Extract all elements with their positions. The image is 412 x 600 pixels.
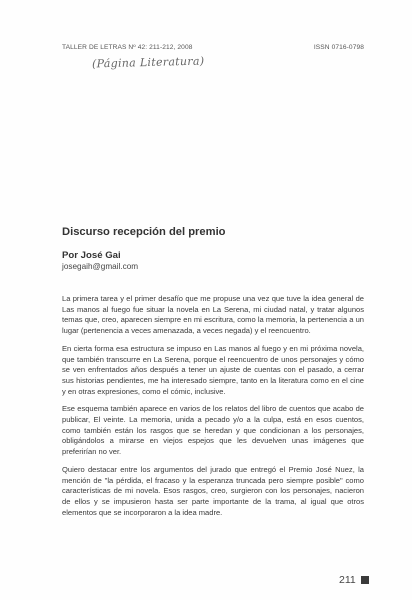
- page-number: 211: [339, 574, 356, 586]
- article-author: Por José Gai: [62, 250, 121, 261]
- paragraph-1: La primera tarea y el primer desafío que me propuse una vez que tuve la idea general de Las manos al fuego fue situar la novela en La Serena, mi ciudad natal, y tratar algunos temas que, creo, aparecen siempre en mi escritura, como la memoria, la pertenencia a un lugar (pertenencia a veces amenazada, a veces negada) y el reencuentro.: [62, 294, 364, 336]
- author-email: josegaih@gmail.com: [62, 262, 139, 271]
- paragraph-3: Ese esquema también aparece en varios de los relatos del libro de cuentos que acabo de publicar, El veinte. La memoria, unida a pecado y/o a la culpa, está en esos cuentos, como también están los rasgos que se heredan y que condicionan a los personajes, obligándolos a mirarse en viejos espejos que les devuelven unas imágenes que preferirían no ver.: [62, 404, 364, 457]
- article-body: [62, 294, 364, 525]
- journal-reference: TALLER DE LETRAS Nº 42: 211-212, 2008: [62, 44, 193, 51]
- paragraph-4: Quiero destacar entre los argumentos del jurado que entregó el Premio José Nuez, la mención de "la pérdida, el fracaso y la esperanza truncada pero siempre posible" como características de mi novela. Esos rasgos, creo, surgieron con los personajes, nacieron de ellos y se impusieron hasta ser parte importante de la trama, al igual que otros elementos que se incorporaron a la idea madre.: [62, 464, 364, 517]
- article-title: Discurso recepción del premio: [62, 226, 226, 238]
- running-header: [62, 44, 364, 56]
- page-marker-square-icon: [361, 576, 369, 584]
- handwritten-annotation: (Página Literatura): [91, 54, 205, 71]
- paragraph-2: En cierta forma esa estructura se impuso en Las manos al fuego y en mi próxima novela, que también transcurre en La Serena, porque el reencuentro de unos personajes y cómo se ven enfrentados años después a tener un ajuste de cuentas con el pasado, a cerrar sus historias pendientes, me ha interesado siempre, tanto en la literatura como en el cine y en otras expresiones, como el cómic, inclusive.: [62, 343, 364, 396]
- issn-number: ISSN 0716-0798: [313, 44, 364, 51]
